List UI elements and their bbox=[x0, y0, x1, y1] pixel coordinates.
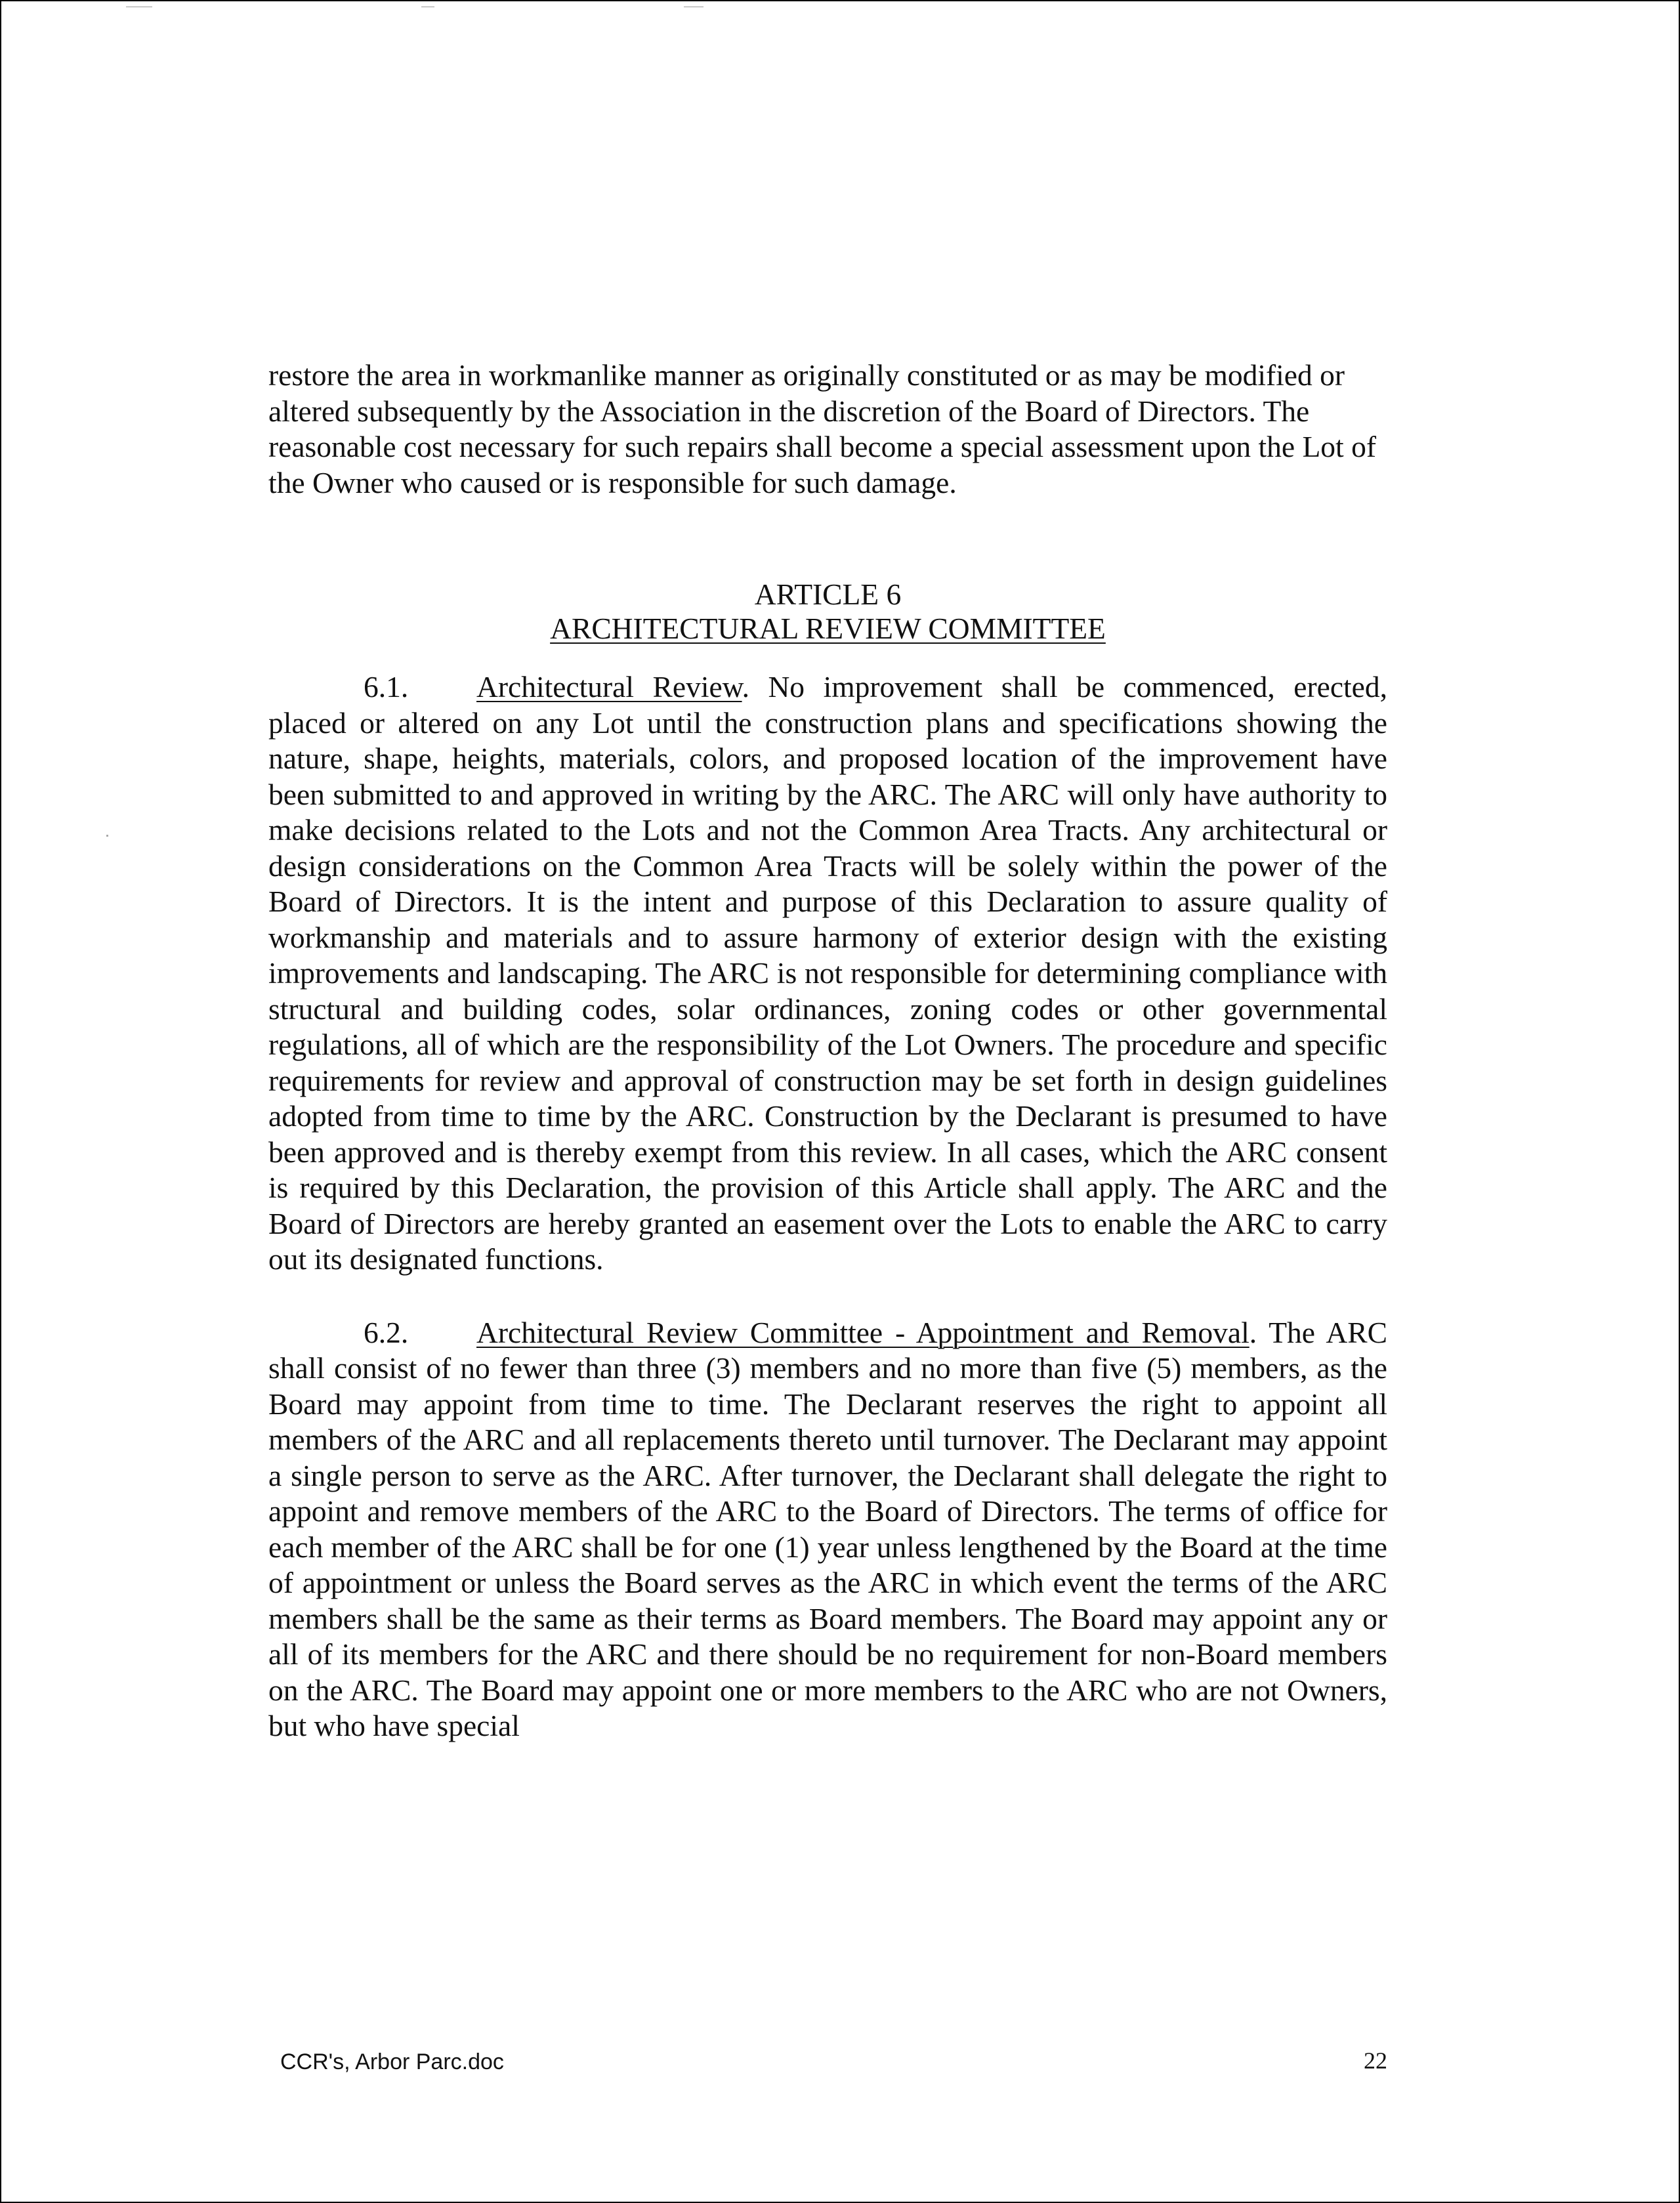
section-heading: Architectural Review Committee - Appointment and Removal bbox=[476, 1315, 1250, 1349]
article-title: ARCHITECTURAL REVIEW COMMITTEE bbox=[550, 612, 1106, 645]
section-heading: Architectural Review bbox=[476, 670, 742, 703]
section-6-1 bbox=[268, 669, 1387, 1278]
document-body bbox=[268, 358, 1387, 1744]
section-number: 6.1. bbox=[364, 670, 409, 703]
footer-page-number: 22 bbox=[1364, 2047, 1387, 2074]
footer-filename: CCR's, Arbor Parc.doc bbox=[280, 2049, 504, 2074]
section-6-2 bbox=[268, 1315, 1387, 1744]
section-body: . The ARC shall consist of no fewer than three (3) members and no more than five (5) members, as the Board may appoint from time to time. The Declarant reserves the right to appoint all members of the ARC and all replacements thereto until turnover. The Declarant may appoint a single person to serve as the ARC. After turnover, the Declarant shall delegate the right to appoint and remove members of the ARC to the Board of Directors. The terms of office for each member of the ARC shall be for one (1) year unless lengthened by the Board at the time of appointment or unless the Board serves as the ARC in which event the terms of the ARC members shall be the same as their terms as Board members. The Board may appoint any or all of its members for the ARC and there should be no requirement for non-Board members on the ARC. The Board may appoint one or more members to the ARC who are not Owners, but who have special bbox=[268, 1315, 1387, 1742]
scan-artifact bbox=[106, 835, 108, 837]
continuation-paragraph: restore the area in workmanlike manner as originally constituted or as may be modified or altered subsequently by the Association in the discretion of the Board of Directors. The reasonable cost necessary for such repairs shall become a special assessment upon the Lot of the Owner who caused or is responsible for such damage. bbox=[268, 358, 1376, 499]
section-body: . No improvement shall be commenced, erected, placed or altered on any Lot until the construction plans and specifications showing the nature, shape, heights, materials, colors, and proposed location of the improvement have been submitted to and approved in writing by the ARC. The ARC will only have authority to make decisions related to the Lots and not the Common Area Tracts. Any architectural or design considerations on the Common Area Tracts will be solely within the power of the Board of Directors. It is the intent and purpose of this Declaration to assure quality of workmanship and materials and to assure harmony of exterior design with the existing improvements and landscaping. The ARC is not responsible for determining compliance with structural and building codes, solar ordinances, zoning codes or other governmental regulations, all of which are the responsibility of the Lot Owners. The procedure and specific requirements for review and approval of construction may be set forth in design guidelines adopted from time to time by the ARC. Construction by the Declarant is presumed to have been approved and is thereby exempt from this review. In all cases, which the ARC consent is required by this Declaration, the provision of this Article shall apply. The ARC and the Board of Directors are hereby granted an easement over the Lots to enable the ARC to carry out its designated functions. bbox=[268, 670, 1388, 1276]
section-number: 6.2. bbox=[364, 1315, 409, 1349]
article-number: ARTICLE 6 bbox=[754, 577, 902, 611]
article-heading bbox=[268, 577, 1387, 646]
